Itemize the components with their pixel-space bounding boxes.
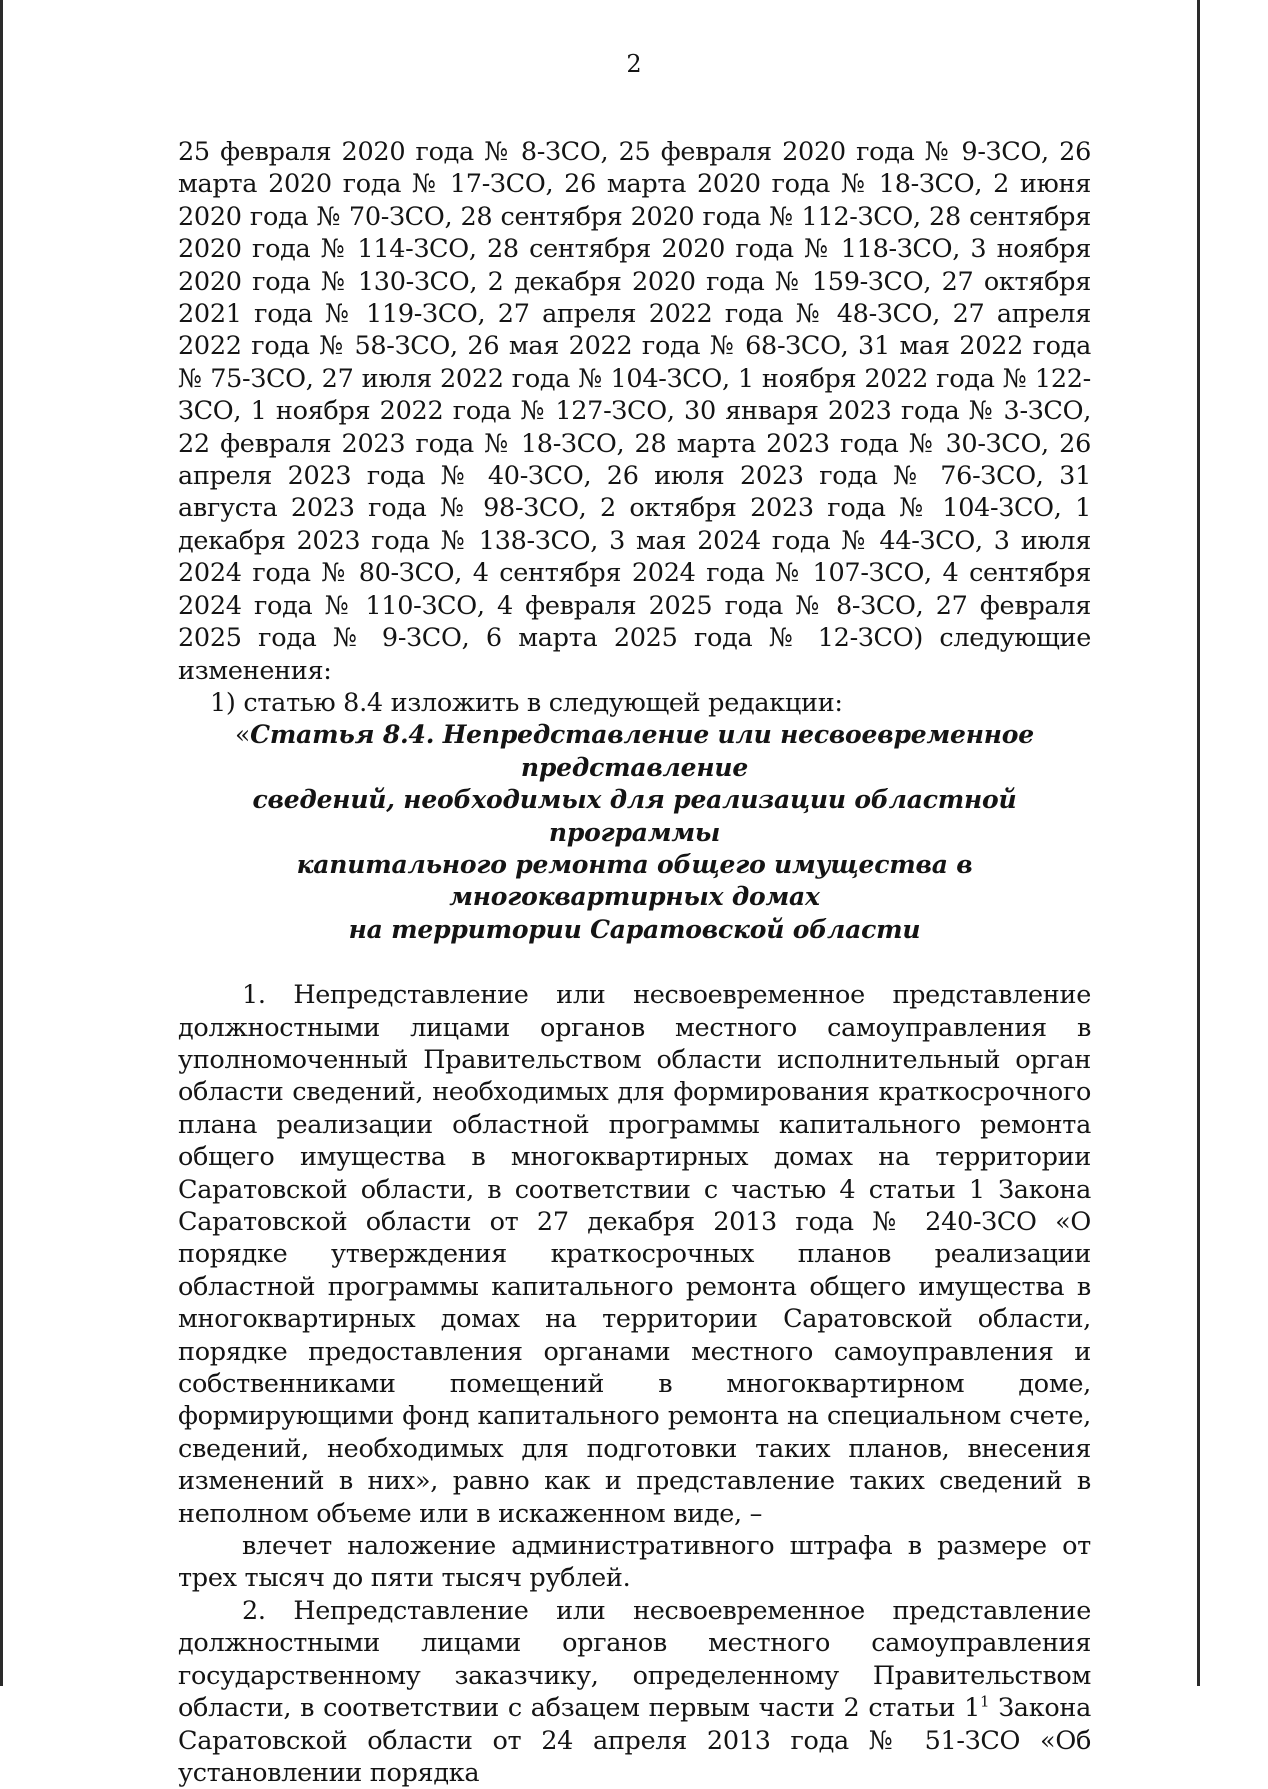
article-part-1: 1. Непредставление или несвоевременное представление должностными лицами органов местного самоуправления в уполномоченный Правительством области исполнительный орган области сведений, необходимых для формирования краткосрочного плана реализации областной программы капитального ремонта общего имущества в многоквартирных домах на территории Саратовской области, в соответствии с частью 4 статьи 1 Закона Саратовской области от 27 декабря 2013 года № 240-ЗСО «О порядке утверждения краткосрочных планов реализации областной программы капитального ремонта общего имущества в многоквартирных домах на территории Саратовской области, порядке предоставления органами местного самоуправления и собственниками помещений в многоквартирном доме, формирующими фонд капитального ремонта на специальном счете, сведений, необходимых для подготовки таких планов, внесения изменений в них», равно как и представление таких сведений в неполном объеме или в искаженном виде, – [178, 980, 1091, 1529]
superscript-index: 1 [980, 1692, 990, 1711]
article-heading-line-1 [178, 719, 1091, 784]
article-title-part-1: Статья 8.4. Непредставление или несвоевременное представление [250, 720, 1034, 782]
article-part-2-text-after: Закона Саратовской области от 24 апреля 2013 года № 51-ЗСО «Об установлении порядка [178, 1693, 1091, 1788]
article-part-2 [178, 1595, 1091, 1789]
paragraph-gap [178, 946, 1091, 979]
article-heading [178, 719, 1091, 946]
article-heading-line-2: сведений, необходимых для реализации областной программы [252, 785, 1017, 847]
intro-paragraph: 25 февраля 2020 года № 8-ЗСО, 25 февраля 2020 года № 9-ЗСО, 26 марта 2020 года № 17-ЗСО, 26 марта 2020 года № 18-ЗСО, 2 июня 2020 года № 70-ЗСО, 28 сентября 2020 года № 112-ЗСО, 28 сентября 2020 года № 114-ЗСО, 28 сентября 2020 года № 118-ЗСО, 3 ноября 2020 года № 130-ЗСО, 2 декабря 2020 года № 159-ЗСО, 27 октября 2021 года № 119-ЗСО, 27 апреля 2022 года № 48-ЗСО, 27 апреля 2022 года № 58-ЗСО, 26 мая 2022 года № 68-ЗСО, 31 мая 2022 года № 75-ЗСО, 27 июля 2022 года № 104-ЗСО, 1 ноября 2022 года № 122-ЗСО, 1 ноября 2022 года № 127-ЗСО, 30 января 2023 года № 3-ЗСО, 22 февраля 2023 года № 18-ЗСО, 28 марта 2023 года № 30-ЗСО, 26 апреля 2023 года № 40-ЗСО, 26 июля 2023 года № 76-ЗСО, 31 августа 2023 года № 98-ЗСО, 2 октября 2023 года № 104-ЗСО, 1 декабря 2023 года № 138-ЗСО, 3 мая 2024 года № 44-ЗСО, 3 июля 2024 года № 80-ЗСО, 4 сентября 2024 года № 107-ЗСО, 4 сентября 2024 года № 110-ЗСО, 4 февраля 2025 года № 8-ЗСО, 27 февраля 2025 года № 9-ЗСО, 6 марта 2025 года № 12-ЗСО) следующие изменения: [178, 137, 1091, 686]
document-body [178, 136, 1091, 1789]
open-quote: « [235, 720, 251, 750]
article-heading-line-3: капитального ремонта общего имущества в многоквартирных домах [296, 849, 973, 912]
scan-edge-left [0, 0, 3, 1686]
article-part-2-text-before: 2. Непредставление или несвоевременное представление должностными лицами органов местного самоуправления государственному заказчику, определенному Правительством области, в соответствии с абзацем первым части 2 статьи 1 [178, 1595, 1091, 1724]
article-part-1-penalty: влечет наложение административного штрафа в размере от трех тысяч до пяти тысяч рублей. [178, 1531, 1091, 1594]
page-number: 2 [626, 50, 642, 78]
amendment-item-1: 1) статью 8.4 изложить в следующей редакции: [210, 687, 843, 718]
article-heading-line-4: на территории Саратовской области [348, 914, 921, 944]
scan-edge-right [1197, 0, 1200, 1686]
